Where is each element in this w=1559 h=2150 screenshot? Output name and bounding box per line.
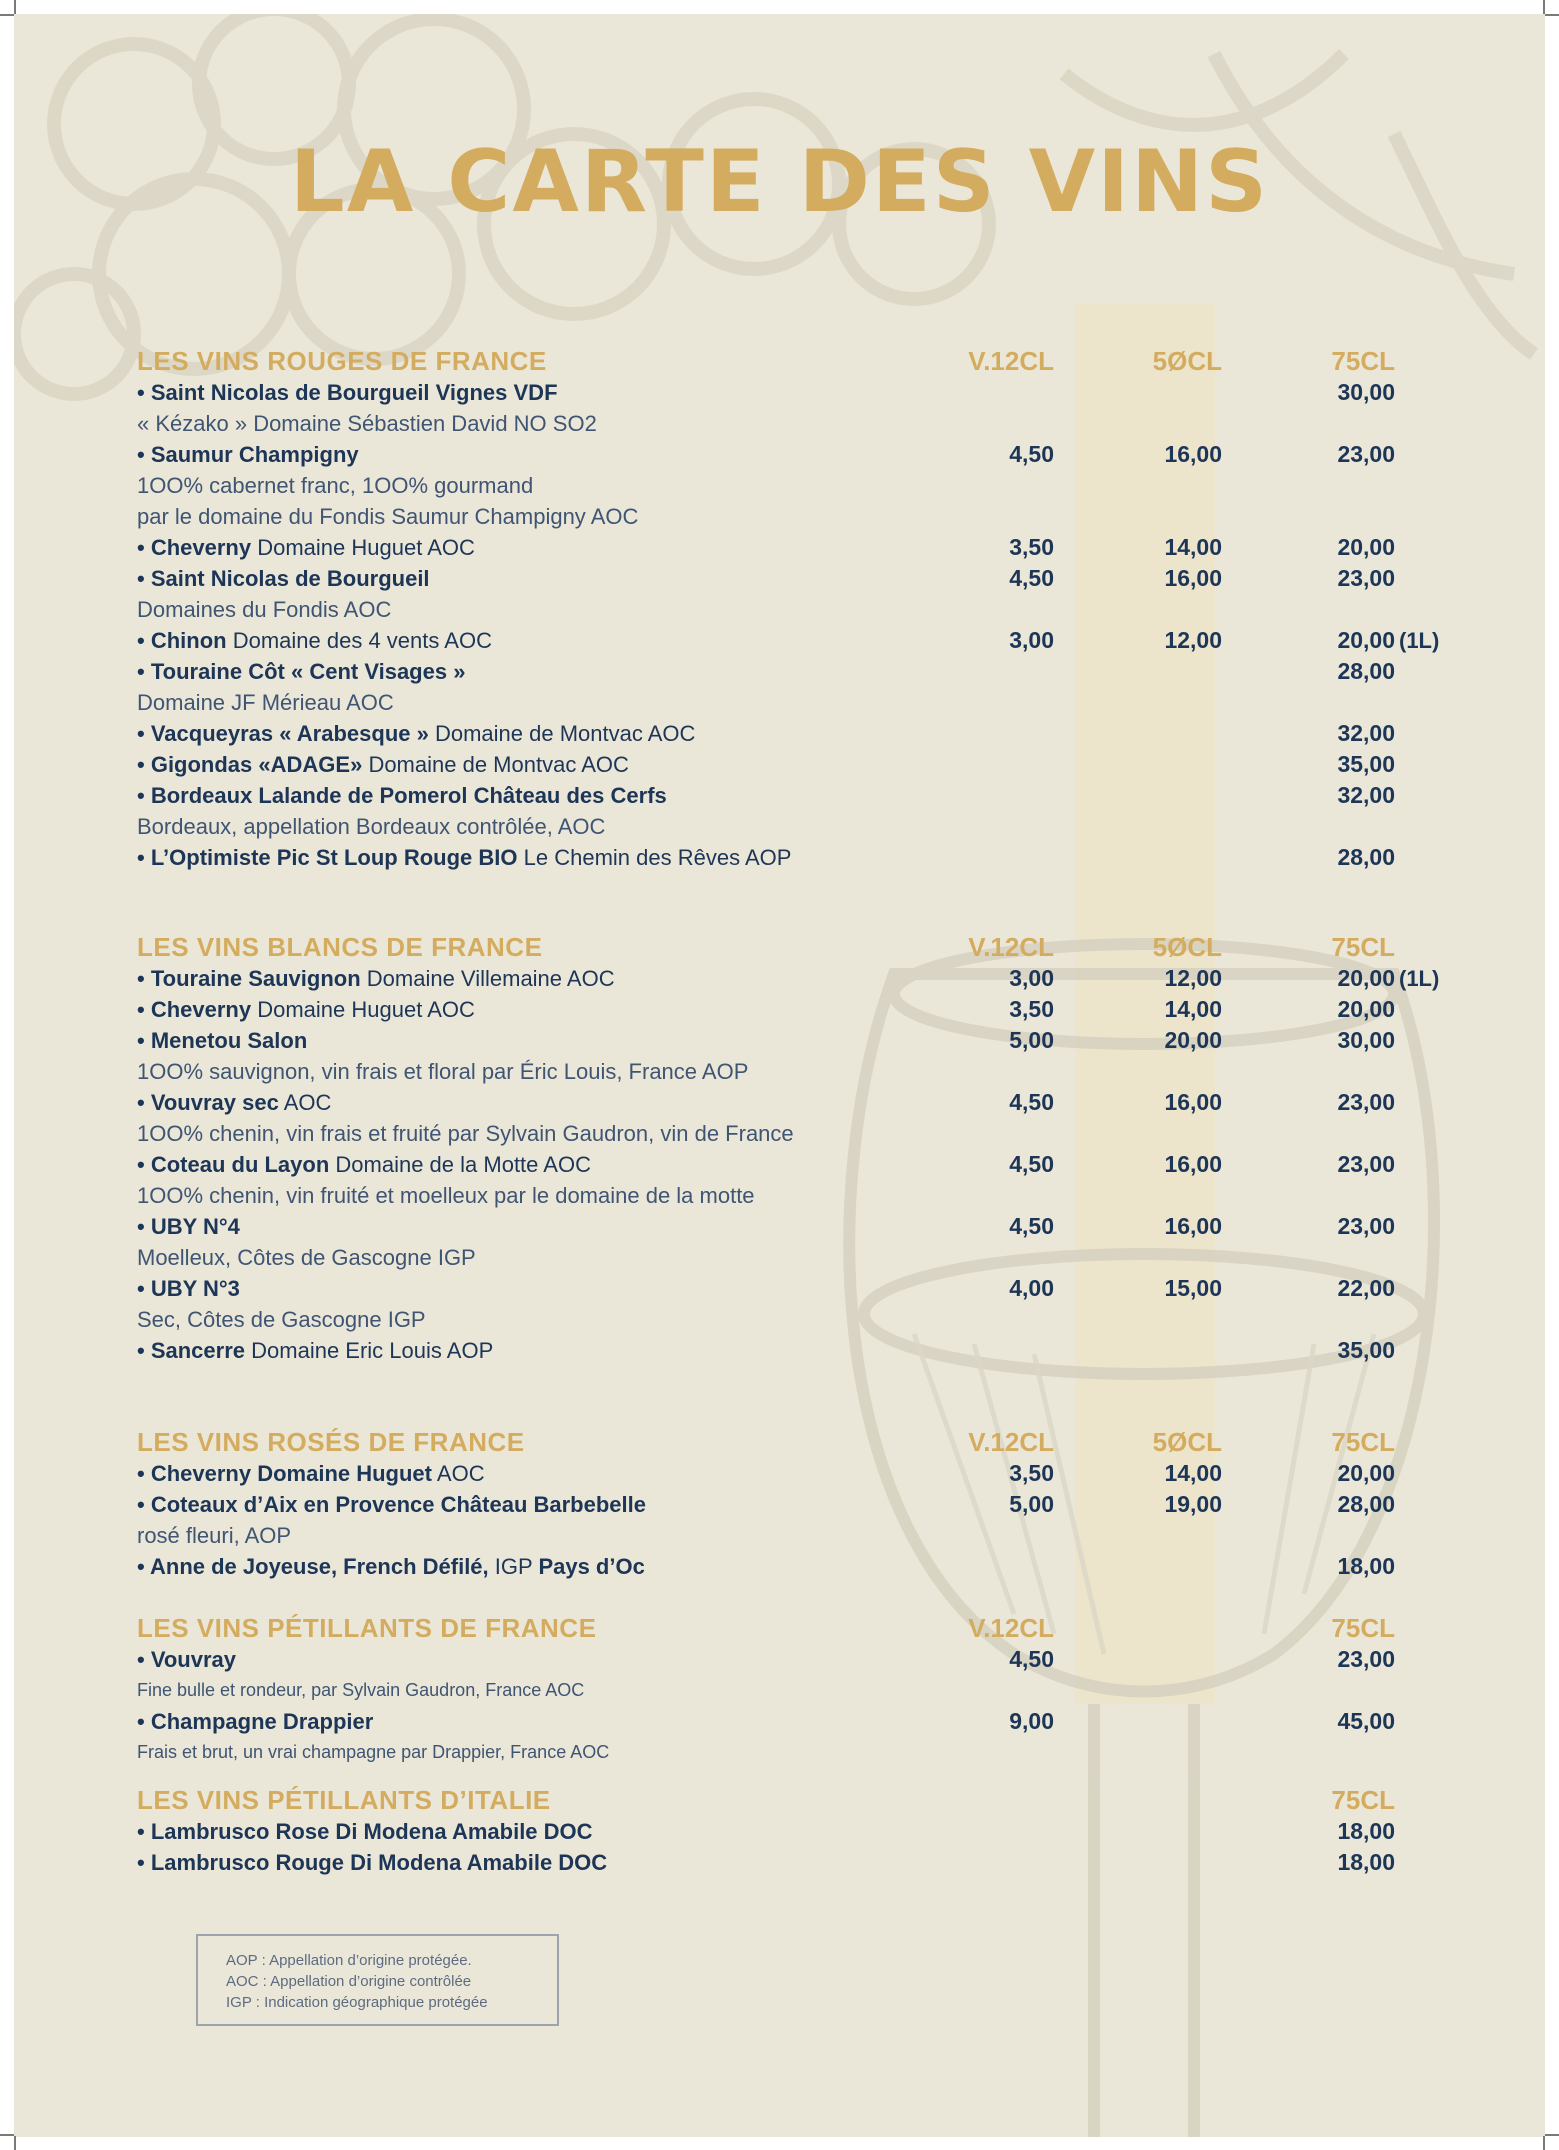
wine-name: Saint Nicolas de Bourgueil Vignes VDF bbox=[150, 380, 558, 405]
bullet-icon: • bbox=[137, 1492, 151, 1517]
price-value: 45,00 bbox=[1337, 1708, 1395, 1734]
price-value: 32,00 bbox=[1337, 720, 1395, 746]
wine-line bbox=[137, 842, 791, 873]
column-header: 75CL bbox=[1331, 1427, 1395, 1457]
bullet-icon: • bbox=[137, 380, 151, 405]
wine-description: 1OO% sauvignon, vin frais et floral par Éric Louis, France AOP bbox=[137, 1059, 749, 1084]
wine-detail-bold: Pays d’Oc bbox=[538, 1554, 645, 1579]
column-header: V.12CL bbox=[968, 932, 1054, 962]
wine-row bbox=[137, 656, 1467, 687]
wine-row bbox=[137, 780, 1467, 811]
price-value: 12,00 bbox=[1164, 627, 1222, 653]
crop-mark bbox=[1543, 0, 1545, 14]
wine-description: « Kézako » Domaine Sébastien David NO SO2 bbox=[137, 411, 597, 436]
price-value: 3,00 bbox=[1009, 965, 1054, 991]
description-row bbox=[137, 1242, 1467, 1273]
wine-name: Cheverny bbox=[150, 535, 252, 560]
wine-description: 1OO% chenin, vin frais et fruité par Sylvain Gaudron, vin de France bbox=[137, 1121, 794, 1146]
bullet-icon: • bbox=[137, 659, 151, 684]
price-value: 20,00 bbox=[1337, 996, 1395, 1022]
column-header: V.12CL bbox=[968, 346, 1054, 376]
wine-name: L’Optimiste Pic St Loup Rouge BIO bbox=[150, 845, 518, 870]
price-value: 4,50 bbox=[1009, 1151, 1054, 1177]
legend-line-aop: AOP : Appellation d’origine protégée. bbox=[226, 1952, 472, 1969]
wine-line bbox=[137, 780, 667, 811]
price-value: 14,00 bbox=[1164, 1460, 1222, 1486]
section-title: LES VINS PÉTILLANTS DE FRANCE bbox=[137, 1613, 597, 1643]
wine-line bbox=[137, 1551, 645, 1582]
price-value: 3,50 bbox=[1009, 534, 1054, 560]
section-header bbox=[137, 1612, 1467, 1644]
bullet-icon: • bbox=[137, 966, 151, 991]
price-value: 4,50 bbox=[1009, 441, 1054, 467]
bullet-icon: • bbox=[137, 1214, 151, 1239]
wine-detail: Domaine Eric Louis AOP bbox=[251, 1338, 494, 1363]
price-value: 20,00 bbox=[1337, 1460, 1395, 1486]
description-row bbox=[137, 594, 1467, 625]
price-value: 15,00 bbox=[1164, 1275, 1222, 1301]
description-row bbox=[137, 811, 1467, 842]
bullet-icon: • bbox=[137, 1461, 151, 1486]
wine-name: Vouvray sec bbox=[150, 1090, 279, 1115]
legend-line-aoc: AOC : Appellation d’origine contrôlée bbox=[226, 1973, 472, 1990]
wine-row bbox=[137, 1273, 1467, 1304]
wine-name: Vacqueyras « Arabesque » bbox=[150, 721, 429, 746]
wine-name: Sancerre bbox=[150, 1338, 246, 1363]
wine-row bbox=[137, 1706, 1467, 1737]
wine-detail: AOC bbox=[283, 1090, 332, 1115]
bullet-icon: • bbox=[137, 1028, 151, 1053]
wine-description: par le domaine du Fondis Saumur Champigny AOC bbox=[137, 504, 639, 529]
price-value: 23,00 bbox=[1337, 1213, 1395, 1239]
crop-mark bbox=[1545, 2134, 1559, 2136]
wine-description: rosé fleuri, AOP bbox=[137, 1523, 292, 1548]
wine-name: Lambrusco Rose Di Modena Amabile DOC bbox=[150, 1819, 593, 1844]
wine-detail: Domaine Huguet AOC bbox=[257, 535, 475, 560]
price-value: 18,00 bbox=[1337, 1553, 1395, 1579]
wine-line bbox=[137, 1816, 593, 1847]
wine-detail: Domaine de Montvac AOC bbox=[368, 752, 629, 777]
wine-description: 1OO% chenin, vin fruité et moelleux par le domaine de la motte bbox=[137, 1183, 755, 1208]
description-row bbox=[137, 408, 1467, 439]
section-header bbox=[137, 931, 1467, 963]
price-value: 16,00 bbox=[1164, 1151, 1222, 1177]
description-row bbox=[137, 1118, 1467, 1149]
description-row bbox=[137, 1737, 1467, 1768]
price-value: 16,00 bbox=[1164, 1213, 1222, 1239]
wine-line bbox=[137, 1335, 493, 1366]
description-row bbox=[137, 1675, 1467, 1706]
price-value: 9,00 bbox=[1009, 1708, 1054, 1734]
price-value: 23,00 bbox=[1337, 1089, 1395, 1115]
wine-line bbox=[137, 377, 558, 408]
abbreviations-legend bbox=[196, 1934, 559, 2026]
bullet-icon: • bbox=[137, 1554, 150, 1579]
wine-row bbox=[137, 1489, 1467, 1520]
price-value: 16,00 bbox=[1164, 565, 1222, 591]
section-title: LES VINS PÉTILLANTS D’ITALIE bbox=[137, 1785, 551, 1815]
price-value: 4,00 bbox=[1009, 1275, 1054, 1301]
wine-row bbox=[137, 377, 1467, 408]
wine-name: UBY N°4 bbox=[150, 1214, 240, 1239]
crop-mark bbox=[14, 2136, 16, 2150]
description-row bbox=[137, 1056, 1467, 1087]
description-row bbox=[137, 1180, 1467, 1211]
wine-line bbox=[137, 1847, 607, 1878]
price-value: 19,00 bbox=[1164, 1491, 1222, 1517]
wine-row bbox=[137, 439, 1467, 470]
wine-line bbox=[137, 1025, 307, 1056]
wine-name: Saint Nicolas de Bourgueil bbox=[150, 566, 430, 591]
price-value: 32,00 bbox=[1337, 782, 1395, 808]
wine-detail: Domaine Huguet AOC bbox=[257, 997, 475, 1022]
wine-detail: Domaine de la Motte AOC bbox=[335, 1152, 591, 1177]
price-value: 23,00 bbox=[1337, 1151, 1395, 1177]
bullet-icon: • bbox=[137, 752, 151, 777]
wine-line bbox=[137, 749, 629, 780]
price-value: 4,50 bbox=[1009, 565, 1054, 591]
wine-row bbox=[137, 1211, 1467, 1242]
wine-row bbox=[137, 563, 1467, 594]
bullet-icon: • bbox=[137, 535, 151, 560]
wine-line bbox=[137, 625, 492, 656]
price-value: 23,00 bbox=[1337, 565, 1395, 591]
bullet-icon: • bbox=[137, 1090, 151, 1115]
menu-page bbox=[14, 14, 1545, 2137]
wine-name: Lambrusco Rouge Di Modena Amabile DOC bbox=[150, 1850, 608, 1875]
wine-row bbox=[137, 1644, 1467, 1675]
wine-line bbox=[137, 1458, 485, 1489]
bullet-icon: • bbox=[137, 1647, 151, 1672]
bullet-icon: • bbox=[137, 628, 151, 653]
wine-description: Moelleux, Côtes de Gascogne IGP bbox=[137, 1245, 476, 1270]
wine-line bbox=[137, 1489, 646, 1520]
section-title: LES VINS ROSÉS DE FRANCE bbox=[137, 1427, 525, 1457]
price-value: 3,00 bbox=[1009, 627, 1054, 653]
wine-row bbox=[137, 749, 1467, 780]
column-header: 5ØCL bbox=[1152, 346, 1222, 376]
price-value: 14,00 bbox=[1164, 534, 1222, 560]
price-value: 3,50 bbox=[1009, 1460, 1054, 1486]
wine-name: Coteau du Layon bbox=[150, 1152, 330, 1177]
legend-line-igp: IGP : Indication géographique protégée bbox=[226, 1994, 488, 2011]
price-value: 16,00 bbox=[1164, 441, 1222, 467]
wine-description: Fine bulle et rondeur, par Sylvain Gaudron, France AOC bbox=[137, 1680, 585, 1700]
bullet-icon: • bbox=[137, 1276, 151, 1301]
wine-line bbox=[137, 1273, 240, 1304]
price-value: 5,00 bbox=[1009, 1491, 1054, 1517]
price-value: 18,00 bbox=[1337, 1849, 1395, 1875]
wine-line bbox=[137, 563, 430, 594]
price-value: 3,50 bbox=[1009, 996, 1054, 1022]
wine-line bbox=[137, 1211, 240, 1242]
wine-name: Vouvray bbox=[150, 1647, 237, 1672]
bullet-icon: • bbox=[137, 721, 151, 746]
price-value: 14,00 bbox=[1164, 996, 1222, 1022]
description-row bbox=[137, 1304, 1467, 1335]
section-header bbox=[137, 345, 1467, 377]
bullet-icon: • bbox=[137, 1152, 151, 1177]
bullet-icon: • bbox=[137, 1850, 151, 1875]
bullet-icon: • bbox=[137, 442, 151, 467]
crop-mark bbox=[14, 0, 16, 14]
wine-name: Cheverny bbox=[150, 997, 252, 1022]
wine-detail: Domaine de Montvac AOC bbox=[434, 721, 696, 746]
price-value: 23,00 bbox=[1337, 441, 1395, 467]
wine-name: Cheverny Domaine Huguet bbox=[150, 1461, 432, 1486]
wine-row bbox=[137, 718, 1467, 749]
price-value: 35,00 bbox=[1337, 751, 1395, 777]
price-value: 28,00 bbox=[1337, 658, 1395, 684]
price-value: 5,00 bbox=[1009, 1027, 1054, 1053]
wine-section bbox=[137, 345, 1467, 873]
price-value: 35,00 bbox=[1337, 1337, 1395, 1363]
column-header: 5ØCL bbox=[1152, 1427, 1222, 1457]
price-value: 28,00 bbox=[1337, 1491, 1395, 1517]
wine-name: Champagne Drappier bbox=[150, 1709, 374, 1734]
wine-description: Frais et brut, un vrai champagne par Drappier, France AOC bbox=[137, 1742, 610, 1762]
wine-name: Anne de Joyeuse, French Défilé, bbox=[150, 1554, 489, 1579]
bullet-icon: • bbox=[137, 566, 151, 591]
wine-row bbox=[137, 963, 1467, 994]
wine-line bbox=[137, 963, 615, 994]
wine-detail: Domaine des 4 vents AOC bbox=[232, 628, 492, 653]
wine-description: 1OO% cabernet franc, 1OO% gourmand bbox=[137, 473, 534, 498]
crop-mark bbox=[0, 14, 14, 16]
wine-description: Bordeaux, appellation Bordeaux contrôlée, AOC bbox=[137, 814, 606, 839]
column-header: 5ØCL bbox=[1152, 932, 1222, 962]
wine-line bbox=[137, 532, 475, 563]
wine-row bbox=[137, 1025, 1467, 1056]
description-row bbox=[137, 1520, 1467, 1551]
wine-name: Bordeaux Lalande de Pomerol Château des Cerfs bbox=[150, 783, 667, 808]
section-header bbox=[137, 1426, 1467, 1458]
price-value: 30,00 bbox=[1337, 379, 1395, 405]
price-value: 22,00 bbox=[1337, 1275, 1395, 1301]
bullet-icon: • bbox=[137, 1819, 151, 1844]
wine-section bbox=[137, 1612, 1467, 1768]
column-header: 75CL bbox=[1331, 1785, 1395, 1815]
crop-mark bbox=[1545, 14, 1559, 16]
wine-row bbox=[137, 1149, 1467, 1180]
wine-name: Menetou Salon bbox=[150, 1028, 308, 1053]
bullet-icon: • bbox=[137, 783, 151, 808]
wine-detail: Le Chemin des Rêves AOP bbox=[523, 845, 792, 870]
section-title: LES VINS ROUGES DE FRANCE bbox=[137, 346, 547, 376]
price-value: 16,00 bbox=[1164, 1089, 1222, 1115]
crop-mark bbox=[0, 2134, 14, 2136]
wine-row bbox=[137, 1816, 1467, 1847]
description-row bbox=[137, 501, 1467, 532]
wine-row bbox=[137, 1551, 1467, 1582]
page-title: LA CARTE DES VINS bbox=[289, 132, 1270, 232]
crop-mark bbox=[1543, 2136, 1545, 2150]
wine-name: Gigondas «ADAGE» bbox=[150, 752, 363, 777]
wine-section bbox=[137, 1426, 1467, 1582]
price-value: 12,00 bbox=[1164, 965, 1222, 991]
wine-name: Touraine Sauvignon bbox=[150, 966, 361, 991]
section-header bbox=[137, 1784, 1467, 1816]
size-note: (1L) bbox=[1399, 628, 1440, 653]
price-value: 20,00 bbox=[1337, 534, 1395, 560]
wine-row bbox=[137, 625, 1467, 656]
price-value: 20,00 bbox=[1337, 965, 1395, 991]
price-value: 20,00 bbox=[1164, 1027, 1222, 1053]
bullet-icon: • bbox=[137, 845, 151, 870]
column-header: V.12CL bbox=[968, 1613, 1054, 1643]
wine-line bbox=[137, 1644, 236, 1675]
column-header: 75CL bbox=[1331, 932, 1395, 962]
wine-description: Domaine JF Mérieau AOC bbox=[137, 690, 394, 715]
wine-row bbox=[137, 532, 1467, 563]
wine-description: Sec, Côtes de Gascogne IGP bbox=[137, 1307, 426, 1332]
wine-row bbox=[137, 1335, 1467, 1366]
wine-line bbox=[137, 439, 359, 470]
bullet-icon: • bbox=[137, 997, 151, 1022]
wine-row bbox=[137, 1087, 1467, 1118]
wine-detail: Domaine Villemaine AOC bbox=[366, 966, 615, 991]
wine-line bbox=[137, 1149, 591, 1180]
wine-line bbox=[137, 656, 465, 687]
wine-section bbox=[137, 931, 1467, 1366]
price-value: 23,00 bbox=[1337, 1646, 1395, 1672]
wine-line bbox=[137, 1706, 373, 1737]
wine-line bbox=[137, 1087, 331, 1118]
column-header: 75CL bbox=[1331, 1613, 1395, 1643]
size-note: (1L) bbox=[1399, 966, 1440, 991]
price-value: 28,00 bbox=[1337, 844, 1395, 870]
wine-name: Coteaux d’Aix en Provence Château Barbebelle bbox=[150, 1492, 646, 1517]
price-value: 18,00 bbox=[1337, 1818, 1395, 1844]
price-value: 4,50 bbox=[1009, 1646, 1054, 1672]
wine-row bbox=[137, 842, 1467, 873]
wine-line bbox=[137, 994, 475, 1025]
wine-name: Touraine Côt « Cent Visages » bbox=[150, 659, 466, 684]
bullet-icon: • bbox=[137, 1709, 151, 1734]
section-title: LES VINS BLANCS DE FRANCE bbox=[137, 932, 543, 962]
column-header: V.12CL bbox=[968, 1427, 1054, 1457]
wine-row bbox=[137, 994, 1467, 1025]
wine-row bbox=[137, 1847, 1467, 1878]
wine-detail: IGP bbox=[494, 1554, 533, 1579]
wine-detail: AOC bbox=[436, 1461, 485, 1486]
price-value: 4,50 bbox=[1009, 1089, 1054, 1115]
wine-line bbox=[137, 718, 695, 749]
column-header: 75CL bbox=[1331, 346, 1395, 376]
description-row bbox=[137, 470, 1467, 501]
wine-name: UBY N°3 bbox=[150, 1276, 240, 1301]
wine-section bbox=[137, 1784, 1467, 1878]
price-value: 30,00 bbox=[1337, 1027, 1395, 1053]
wine-name: Chinon bbox=[150, 628, 227, 653]
price-value: 20,00 bbox=[1337, 627, 1395, 653]
wine-name: Saumur Champigny bbox=[150, 442, 359, 467]
bullet-icon: • bbox=[137, 1338, 151, 1363]
wine-description: Domaines du Fondis AOC bbox=[137, 597, 392, 622]
wine-row bbox=[137, 1458, 1467, 1489]
description-row bbox=[137, 687, 1467, 718]
price-value: 4,50 bbox=[1009, 1213, 1054, 1239]
